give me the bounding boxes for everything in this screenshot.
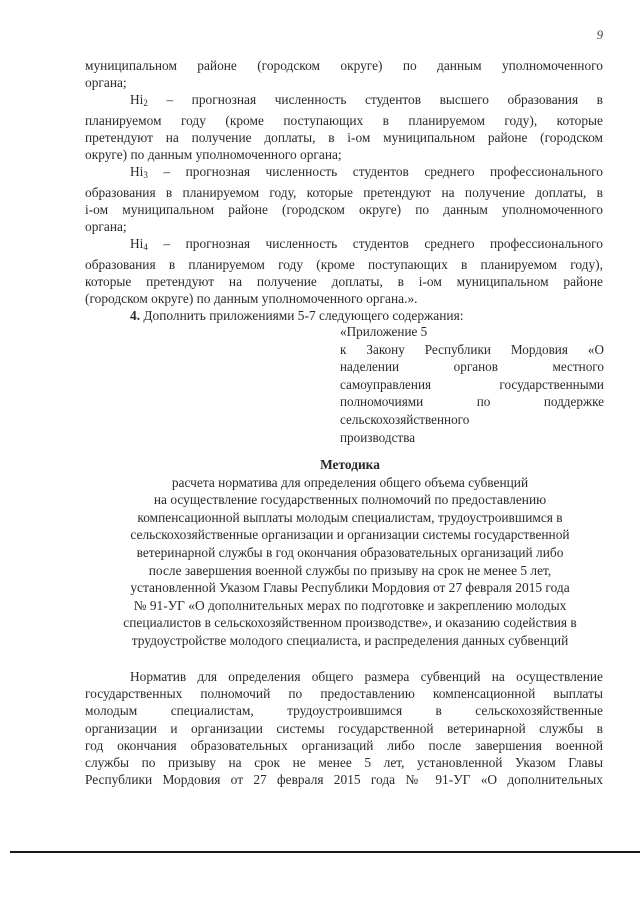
- item-4-number: 4.: [130, 308, 141, 323]
- definition-hi2-first-line: [85, 91, 603, 112]
- title-line: сельскохозяйственные организации и организации системы государственной: [130, 527, 570, 543]
- definition-hi4-first-line: [85, 235, 603, 256]
- hi3-text: – прогнозная численность студентов среднего профессионального: [147, 164, 603, 179]
- definition-hi2-line: округе) по данным уполномоченного органа;: [85, 147, 342, 162]
- definition-hi4-line: образования в планируемом году (кроме поступающих в планируемом году),: [85, 257, 603, 272]
- norm-line: год окончания образовательных организаций либо после завершения военной: [85, 737, 603, 753]
- definition-intro-line: муниципальном районе (городском округе) по данным уполномоченного: [85, 58, 603, 73]
- definition-hi2-line: претендуют на получение доплаты, в i-ом муниципальном районе (городском: [85, 130, 603, 145]
- definitions-section: [85, 57, 603, 324]
- norm-line: Норматив для определения общего размера субвенций на осуществление: [130, 669, 603, 684]
- hi2-symbol: Hi: [130, 92, 144, 107]
- page-bottom-rule: [10, 851, 640, 853]
- appendix-line: полномочиями по поддержке: [340, 394, 604, 410]
- appendix-reference: [340, 323, 604, 446]
- methodology-heading: Методика: [320, 457, 380, 472]
- title-line: на осуществление государственных полномочий по предоставлению: [153, 492, 547, 508]
- appendix-line: производства: [340, 429, 416, 445]
- definition-hi3-line: i-ом муниципальном районе (городском округе) по данным уполномоченного: [85, 202, 603, 217]
- norm-line: службы по призыву на срок не менее 5 лет, установленной Указом Главы: [85, 755, 603, 771]
- appendix-line: наделении органов местного: [340, 359, 604, 375]
- title-line: ветеринарной службы в год окончания образовательных организаций либо: [136, 544, 564, 560]
- definition-hi3-line: образования в планируемом году, которые претендуют на получение доплаты, в: [85, 185, 603, 200]
- hi3-subscript: 3: [143, 170, 148, 180]
- hi2-text: – прогнозная численность студентов высшего образования в: [147, 92, 603, 107]
- definition-hi3-line: органа;: [85, 219, 127, 234]
- item-4-text: Дополнить приложениями 5-7 следующего содержания:: [140, 308, 464, 323]
- title-line: после завершения военной службы по призыву на срок не менее 5 лет,: [148, 562, 552, 578]
- hi2-subscript: 2: [143, 98, 148, 108]
- title-line: установленной Указом Главы Республики Мордовия от 27 февраля 2015 года: [130, 580, 570, 596]
- hi4-text: – прогнозная численность студентов среднего профессионального: [147, 236, 603, 251]
- definition-hi2-line: планируемом году (кроме поступающих в планируемом году), которые: [85, 113, 603, 128]
- norm-line: организации и организации системы государственной ветеринарной службы в: [85, 720, 603, 736]
- definition-intro-line: органа;: [85, 75, 127, 90]
- appendix-line: «Приложение 5: [340, 324, 428, 339]
- title-line: № 91-УГ «О дополнительных мерах по подготовке и закреплению молодых: [133, 597, 567, 613]
- norm-line: государственных полномочий по предоставлению компенсационной выплаты: [85, 686, 603, 702]
- appendix-line: самоуправления государственными: [340, 376, 604, 392]
- appendix-line: сельскохозяйственного: [340, 411, 470, 427]
- norm-line: молодым специалистам, трудоустроившимся в сельскохозяйственные: [85, 703, 603, 719]
- hi4-subscript: 4: [143, 242, 148, 252]
- title-line: специалистов в сельскохозяйственном производстве», и оказанию содействия в: [123, 615, 577, 631]
- hi4-symbol: Hi: [130, 236, 144, 251]
- page-number: 9: [596, 28, 603, 42]
- item-4-line: [85, 307, 603, 324]
- methodology-title: [85, 456, 615, 650]
- title-line: расчета норматива для определения общего объема субвенций: [171, 474, 529, 490]
- definition-hi3-first-line: [85, 163, 603, 184]
- hi3-symbol: Hi: [130, 164, 144, 179]
- title-line: трудоустройстве молодого специалиста, и распределения данных субвенций: [131, 632, 569, 648]
- definition-hi4-line: которые претендуют на получение доплаты, в i-ом муниципальном районе: [85, 274, 603, 289]
- appendix-line: к Закону Республики Мордовия «О: [340, 341, 604, 357]
- norm-paragraph: [85, 668, 603, 788]
- definition-hi4-line: (городском округе) по данным уполномоченного органа.».: [85, 291, 418, 306]
- norm-line: Республики Мордовия от 27 февраля 2015 года № 91-УГ «О дополнительных: [85, 772, 603, 788]
- title-line: компенсационной выплаты молодым специалистам, трудоустроившимся в: [137, 509, 563, 525]
